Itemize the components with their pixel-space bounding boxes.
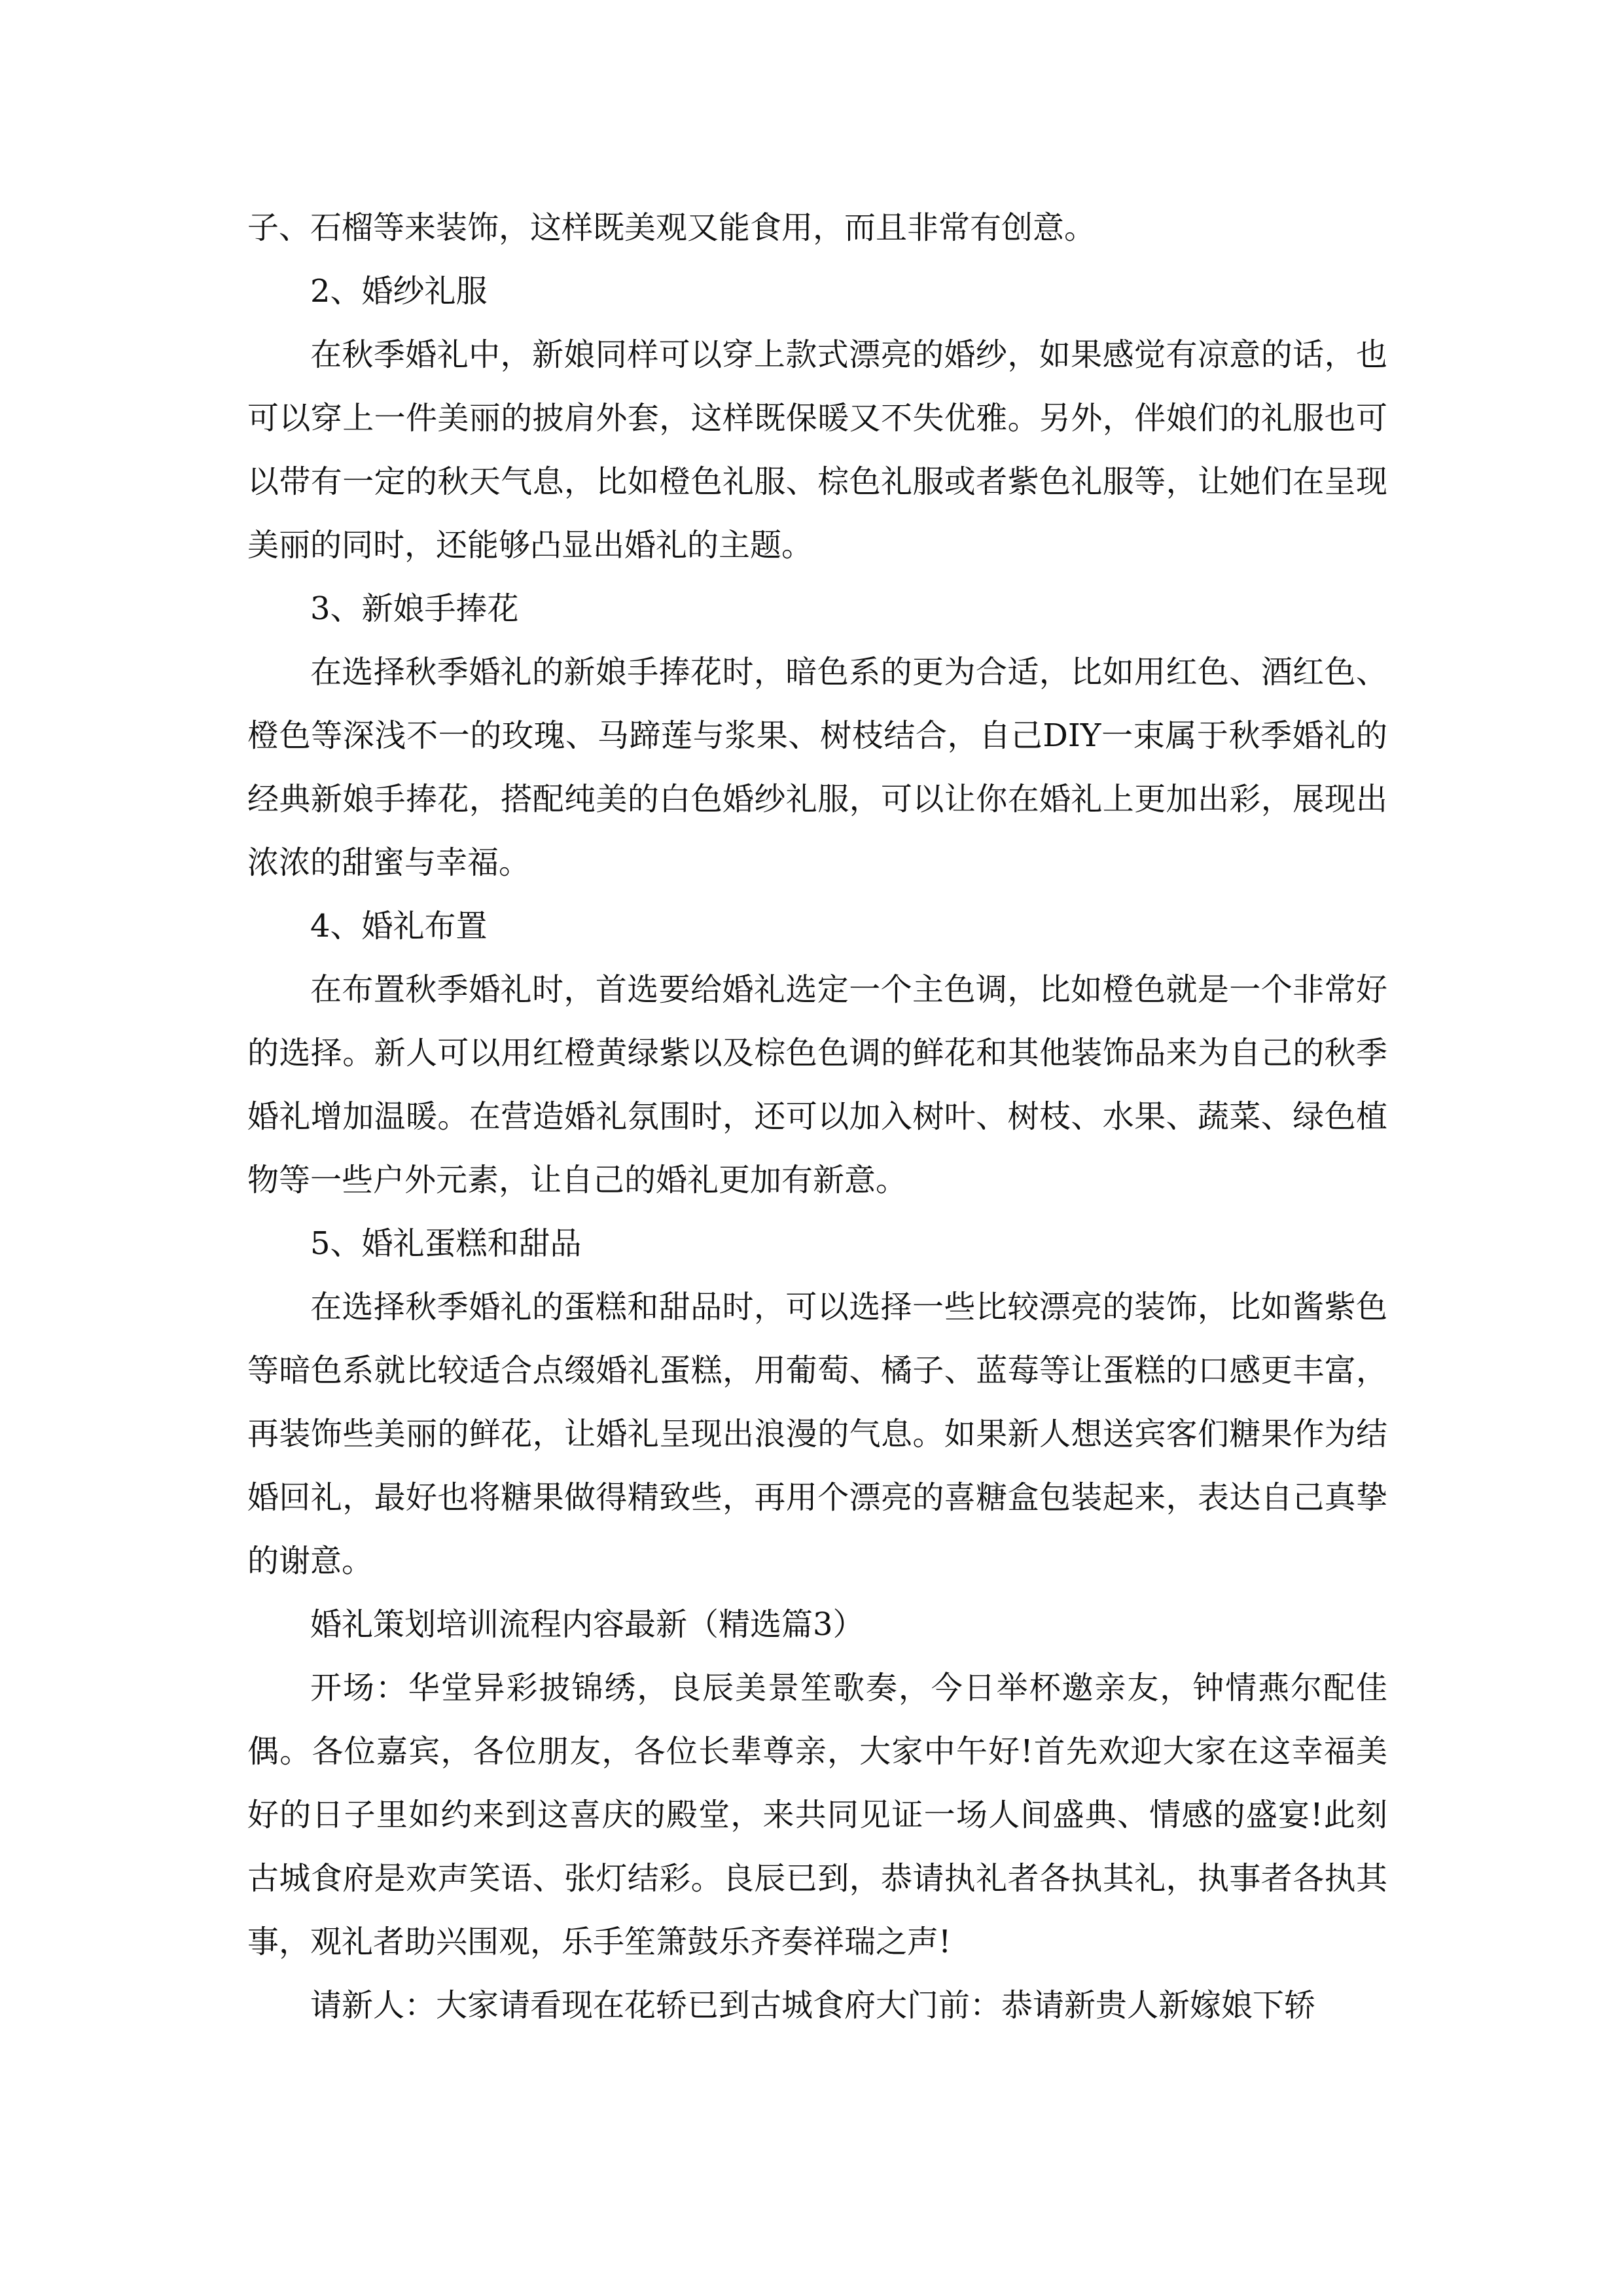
- paragraph-invite-couple: 请新人：大家请看现在花轿已到古城食府大门前：恭请新贵人新嫁娘下轿: [310, 1987, 1316, 2024]
- paragraph-bouquet: 在选择秋季婚礼的新娘手捧花时，暗色系的更为合适，比如用红色、酒红色、橙色等深浅不一的玫瑰、马蹄莲与浆果、树枝结合，自己DIY一束属于秋季婚礼的经典新娘手捧花，搭配纯美的白色婚纱礼服，可以让你在婚礼上更加出彩，展现出浓浓的甜蜜与幸福。: [247, 654, 1387, 881]
- article-title-part3: 婚礼策划培训流程内容最新（精选篇3）: [310, 1606, 865, 1643]
- document-body: [247, 196, 1387, 2037]
- paragraph-cake: 在选择秋季婚礼的蛋糕和甜品时，可以选择一些比较漂亮的装饰，比如酱紫色等暗色系就比较适合点缀婚礼蛋糕，用葡萄、橘子、蓝莓等让蛋糕的口感更丰富，再装饰些美丽的鲜花，让婚礼呈现出浪漫的气息。如果新人想送宾客们糖果作为结婚回礼，最好也将糖果做得精致些，再用个漂亮的喜糖盒包装起来，表达自己真挚的谢意。: [247, 1289, 1387, 1579]
- section-heading-wedding-dress: 2、婚纱礼服: [310, 273, 488, 310]
- section-heading-decoration: 4、婚礼布置: [310, 908, 488, 944]
- section-heading-cake: 5、婚礼蛋糕和甜品: [310, 1225, 582, 1262]
- paragraph-wedding-dress: 在秋季婚礼中，新娘同样可以穿上款式漂亮的婚纱，如果感觉有凉意的话，也可以穿上一件美丽的披肩外套，这样既保暖又不失优雅。另外，伴娘们的礼服也可以带有一定的秋天气息，比如橙色礼服、棕色礼服或者紫色礼服等，让她们在呈现美丽的同时，还能够凸显出婚礼的主题。: [247, 336, 1387, 564]
- paragraph-continued: 子、石榴等来装饰，这样既美观又能食用，而且非常有创意。: [247, 209, 1096, 246]
- paragraph-opening: 开场：华堂异彩披锦绣，良辰美景笙歌奏，今日举杯邀亲友，钟情燕尔配佳偶。各位嘉宾，各位朋友，各位长辈尊亲，大家中午好!首先欢迎大家在这幸福美好的日子里如约来到这喜庆的殿堂，来共同见证一场人间盛典、情感的盛宴!此刻古城食府是欢声笑语、张灯结彩。良辰已到，恭请执礼者各执其礼，执事者各执其事，观礼者助兴围观，乐手笙箫鼓乐齐奏祥瑞之声!: [247, 1670, 1387, 1960]
- section-heading-bouquet: 3、新娘手捧花: [310, 590, 519, 627]
- paragraph-decoration: 在布置秋季婚礼时，首选要给婚礼选定一个主色调，比如橙色就是一个非常好的选择。新人可以用红橙黄绿紫以及棕色色调的鲜花和其他装饰品来为自己的秋季婚礼增加温暖。在营造婚礼氛围时，还可以加入树叶、树枝、水果、蔬菜、绿色植物等一些户外元素，让自己的婚礼更加有新意。: [247, 971, 1387, 1198]
